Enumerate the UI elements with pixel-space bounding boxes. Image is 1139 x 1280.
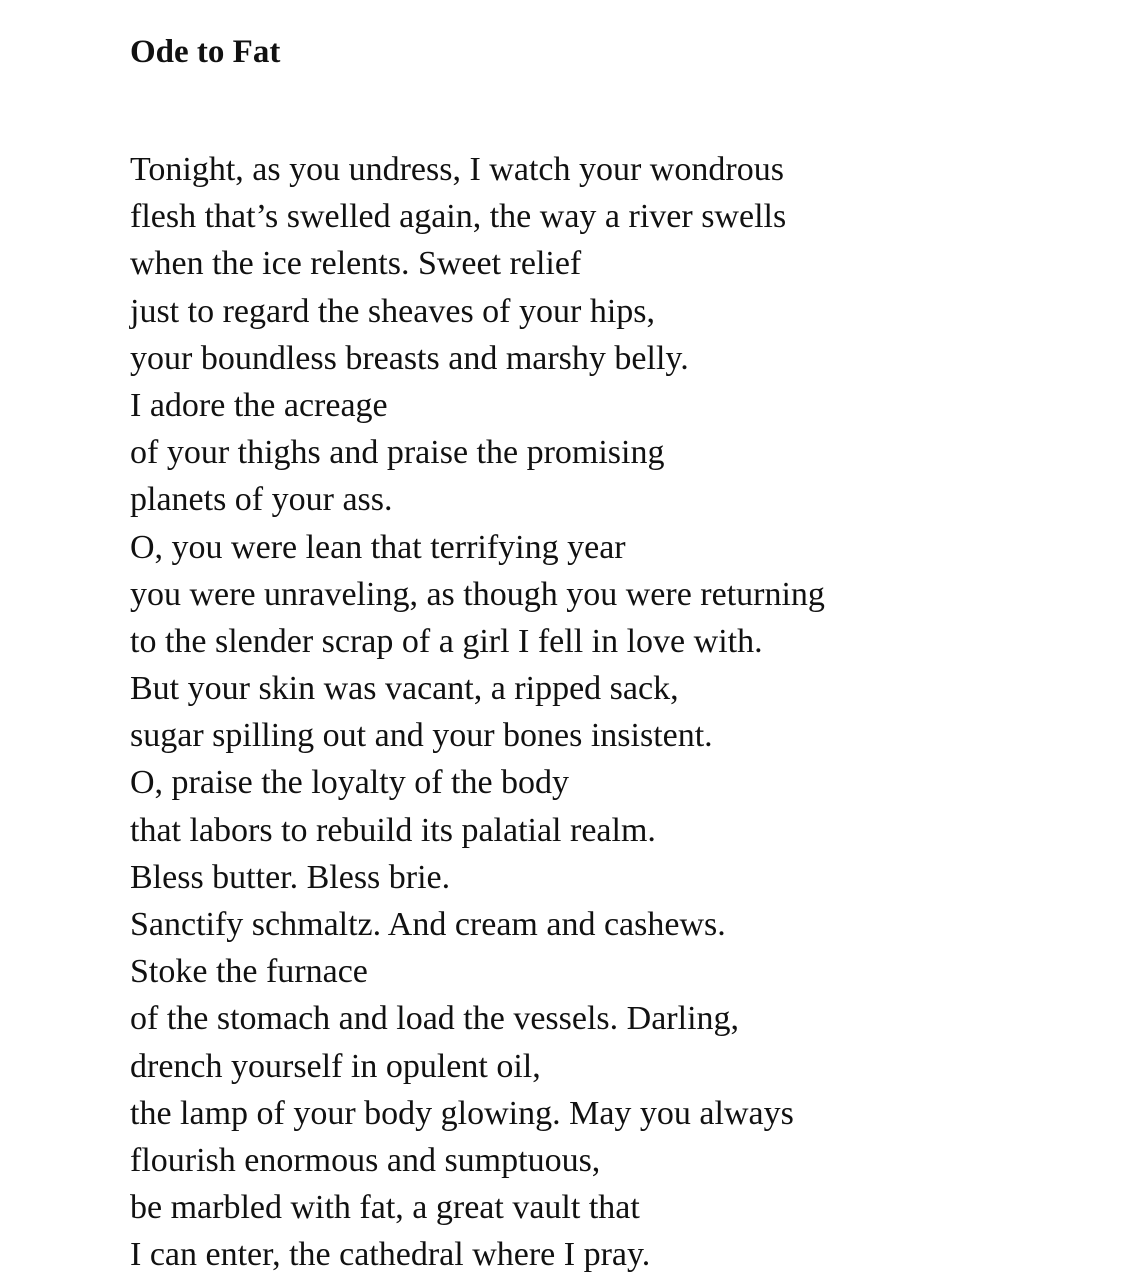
poem-line: of your thighs and praise the promising	[130, 434, 665, 472]
poem-line: flourish enormous and sumptuous,	[130, 1141, 601, 1179]
poem-line: I can enter, the cathedral where I pray.	[130, 1236, 651, 1274]
poem-line: be marbled with fat, a great vault that	[130, 1189, 640, 1227]
poem-line: flesh that’s swelled again, the way a river swells	[130, 198, 787, 236]
poem-line: Stoke the furnace	[130, 953, 368, 991]
poem-body	[130, 146, 1090, 1279]
poem-line: planets of your ass.	[130, 481, 393, 519]
poem-line: your boundless breasts and marshy belly.	[130, 339, 689, 377]
poem-line: sugar spilling out and your bones insistent.	[130, 717, 713, 755]
poem-line: the lamp of your body glowing. May you always	[130, 1094, 794, 1132]
poem-line: when the ice relents. Sweet relief	[130, 245, 582, 283]
poem-line: O, praise the loyalty of the body	[130, 764, 570, 802]
poem-line: just to regard the sheaves of your hips,	[130, 292, 655, 330]
poem-line: to the slender scrap of a girl I fell in love with.	[130, 622, 763, 660]
poem-line: of the stomach and load the vessels. Darling,	[130, 1000, 740, 1038]
poem-line: I adore the acreage	[130, 386, 388, 424]
poem-line: Bless butter. Bless brie.	[130, 858, 451, 896]
poem-title: Ode to Fat	[130, 34, 281, 70]
poem-line: Tonight, as you undress, I watch your wondrous	[130, 151, 784, 188]
poem-line: O, you were lean that terrifying year	[130, 528, 626, 566]
poem-line: But your skin was vacant, a ripped sack,	[130, 670, 679, 708]
poem-line: you were unraveling, as though you were returning	[130, 575, 825, 613]
poem-line: Sanctify schmaltz. And cream and cashews.	[130, 906, 726, 943]
poem-line: that labors to rebuild its palatial realm.	[130, 811, 656, 849]
poem-page	[130, 24, 1090, 1279]
poem-line: drench yourself in opulent oil,	[130, 1047, 541, 1085]
